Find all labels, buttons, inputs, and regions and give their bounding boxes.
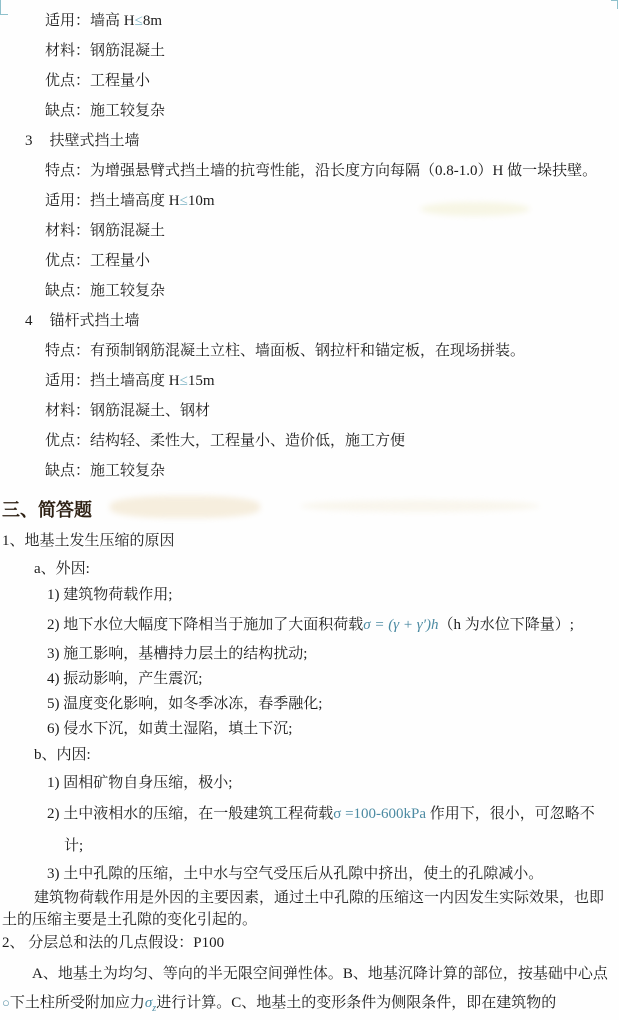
scan-corner-mark-left-icon [0,0,8,15]
doc-text: 10m [187,193,215,209]
q1-external-label: a、外因: [34,561,90,577]
section-title: 锚杆式挡土墙 [49,313,140,329]
wall4-feature: 特点：有预制钢筋混凝土立柱、墙面板、钢拉杆和锚定板，在现场拼装。 [45,343,526,359]
doc-text: 适用：挡土墙高度 H [45,373,180,389]
sigma-formula: σ = (γ + γ′)h [363,617,439,633]
doc-line-con: 缺点：施工较复杂 [45,103,166,119]
wall3-heading [0,126,619,156]
section-number: 3 [25,133,33,149]
sigma-subscript: z [152,1003,157,1014]
doc-text: （h 为水位下降量）; [438,617,574,633]
less-equal-symbol: ≤ [179,193,188,209]
doc-line-pro: 优点：工程量小 [45,73,151,89]
doc-line-apply-height [0,6,619,36]
wall4-con: 缺点：施工较复杂 [45,463,166,479]
sigma-load-formula: σ =100-600kPa [333,806,427,822]
q1-ext-item-4: 4) 振动影响，产生震沉; [47,671,203,687]
q1-ext-item-3: 3) 施工影响，基槽持力层土的结构扰动; [47,646,308,662]
q1-ext-item-1: 1) 建筑物荷载作用; [47,587,173,603]
scan-corner-mark-right-icon [611,0,618,9]
qa-section-heading: 三、简答题 [2,500,92,520]
section-number: 4 [25,313,33,329]
q1-int-item-3: 3) 土中孔隙的压缩，土中水与空气受压后从孔隙中挤出，使土的孔隙减小。 [47,866,544,882]
q1-internal-label: b、内因: [34,747,91,763]
q1-title: 1、地基土发生压缩的原因 [2,533,175,549]
sigma-symbol: σ [144,995,153,1011]
q2-assumption-line-2 [0,986,619,1020]
wall4-heading [0,306,619,336]
q2-assumption-line-1: A、地基土为均匀、等向的半无限空间弹性体。B、地基沉降计算的部位，按基础中心点 [32,966,608,982]
q1-ext-item-6: 6) 侵水下沉，如黄土湿陷，填土下沉; [47,721,293,737]
doc-text: 适用：墙高 H [45,13,135,29]
wall3-apply [0,186,619,216]
wall4-material: 材料：钢筋混凝土、钢材 [45,403,211,419]
q1-ext-item-2 [0,609,619,642]
q1-int-item-1: 1) 固相矿物自身压缩，极小; [47,775,233,791]
q1-int-item-2 [0,798,619,831]
doc-text: 2) 地下水位大幅度下降相当于施加了大面积荷载 [47,617,364,633]
wall3-con: 缺点：施工较复杂 [45,283,166,299]
q1-int-item-2-wrap: 计; [64,838,84,854]
doc-text: 下土柱所受附加应力 [9,995,145,1011]
q1-summary-paragraph: 建筑物荷载作用是外因的主要因素，通过土中孔隙的压缩这一内因发生实际效果，也即土的压缩主要是土孔隙的变化引起的。 [2,890,605,928]
doc-text: 15m [187,373,215,389]
doc-text: 进行计算。C、地基土的变形条件为侧限条件，即在建筑物的 [156,995,557,1011]
q1-ext-item-5: 5) 温度变化影响，如冬季冰冻，春季融化; [47,696,323,712]
wall4-pro: 优点：结构轻、柔性大，工程量小、造价低，施工方便 [45,433,406,449]
sigma-z-formula [144,995,157,1014]
less-equal-symbol: ≤ [179,373,188,389]
doc-text: 作用下，很小，可忽略不 [426,806,595,822]
center-point-symbol: ○ [2,995,10,1010]
q2-title: 2、 分层总和法的几点假设：P100 [2,935,225,951]
doc-text: 适用：挡土墙高度 H [45,193,180,209]
wall4-apply [0,366,619,396]
wall3-pro: 优点：工程量小 [45,253,151,269]
doc-text: 8m [142,13,162,29]
doc-text: 2) 土中液相水的压缩，在一般建筑工程荷载 [47,806,334,822]
wall3-material: 材料：钢筋混凝土 [45,223,166,239]
doc-line-material: 材料：钢筋混凝土 [45,43,166,59]
section-title: 扶壁式挡土墙 [49,133,140,149]
wall3-feature: 特点：为增强悬臂式挡土墙的抗弯性能，沿长度方向每隔（0.8-1.0）H 做一垛扶壁。 [45,163,598,179]
less-equal-symbol: ≤ [134,13,143,29]
